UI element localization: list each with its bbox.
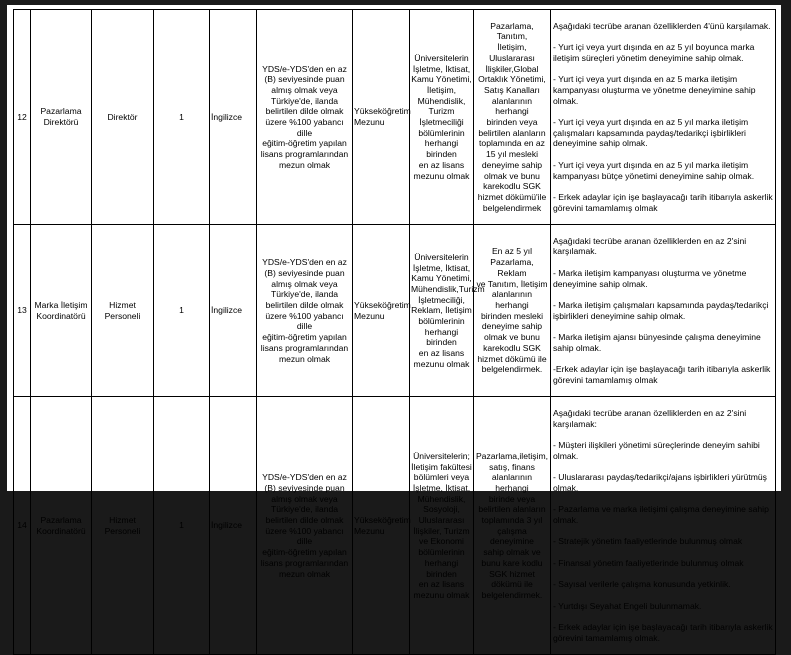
requirement-item: - Yurt içi veya yurt dışında en az 5 yıl marka iletişim çalışmaları kapsamında paydaş/tedarikçi işbirlikleri deneyimine sahip olmak. — [553, 117, 749, 149]
row-number: 12 — [14, 10, 31, 225]
requirement-item: - Yurt içi veya yurt dışında en az 5 yıl boyunca marka iletişim süreçleri yönetim deneyimine sahip olmak. — [553, 42, 755, 63]
position-title: Pazarlama Koordinatörü — [31, 397, 92, 655]
job-listing-table — [13, 9, 776, 655]
requirement-item: - Erkek adaylar için işe başlayacağı tarih itibarıyla askerlik görevini tamamlamış olmak — [553, 191, 773, 213]
required-experience: Pazarlama, Tanıtım, İletişim, Uluslararası İlişkiler,Global Ortaklık Yönetimi, Satış Kanalları alanlarının herhangi birinden veya belirtilen alanların toplamında en az 15 yıl mesleki deneyime sahip olmak ve bunu karekodlu SGK hizmet dökümü'ile belgelendirmek — [474, 10, 551, 225]
requirements-list — [553, 10, 774, 224]
requirement-item: - Uluslararası paydaş/tedarikçi/ajans işbirlikleri yürütmüş olmak. — [553, 472, 767, 493]
requirement-item: - Pazarlama ve marka iletişimi çalışma deneyimine sahip olmak. — [553, 504, 769, 526]
requirement-item: - Sayısal verilerle çalışma konusunda yetkinlik. — [553, 579, 731, 590]
table-row — [14, 10, 776, 225]
education-level: Yükseköğretim Mezunu — [353, 397, 410, 655]
other-requirements — [551, 10, 776, 225]
requirement-item: - Marka iletişim kampanyası oluşturma ve yönetme deneyimine sahip olmak. — [553, 267, 747, 289]
foreign-language: İngilizce — [210, 397, 257, 655]
requirement-item: Aşağıdaki tecrübe aranan özelliklerden 4'ünü karşılamak. — [553, 20, 771, 31]
other-requirements — [551, 225, 776, 397]
required-experience: Pazarlama,iletişim, satış, finans alanlarının herhangi birinde veya belirtilen alanların toplamında 3 yıl çalışma deneyimine sahip olmak ve bunu kare kodlu SGK hizmet dökümü ile belgelendirmek. — [474, 397, 551, 655]
education-level: Yükseköğretim Mezunu — [353, 10, 410, 225]
requirement-item: - Yurt içi veya yurt dışında en az 5 yıl marka iletişim kampanyası bütçe yönetimi deneyimine sahip olmak. — [553, 159, 755, 181]
required-departments: Üniversitelerin İşletme, İktisat, Kamu Yönetimi, Mühendislik,Turizm İşletmeciliği, Reklam, İletişim bölümlerinin herhangi birinden en az lisans mezunu olmak — [410, 225, 474, 397]
position-title: Marka İletişim Koordinatörü — [31, 225, 92, 397]
position-type: Hizmet Personeli — [92, 225, 154, 397]
position-type: Hizmet Personeli — [92, 397, 154, 655]
required-departments: Üniversitelerin İşletme, İktisat, Kamu Yönetimi, İletişim, Mühendislik, Turizm İşletmeciliği bölümlerinin herhangi birinden en az lisans mezunu olmak — [410, 10, 474, 225]
row-number: 13 — [14, 225, 31, 397]
position-count: 1 — [154, 10, 210, 225]
language-requirement: YDS/e-YDS'den en az (B) seviyesinde puan almış olmak veya Türkiye'de, ilanda belirtilen dilde olmak üzere %100 yabancı dille eğitim-öğretim yapılan lisans programlarından mezun olmak — [257, 397, 353, 655]
requirement-item: - Yurt içi veya yurt dışında en az 5 marka iletişim kampanyası oluşturma ve yönetme deneyimine sahip olmak. — [553, 74, 756, 106]
requirement-item: -Erkek adaylar için işe başlayacağı tarih itibarıyla askerlik görevini tamamlamış olmak — [553, 364, 771, 385]
document-page — [7, 5, 781, 643]
requirement-item: - Marka iletişim çalışmaları kapsamında paydaş/tedarikçi işbirlikleri deneyimine sahip olmak. — [553, 299, 769, 321]
requirements-list — [553, 225, 774, 396]
row-number: 14 — [14, 397, 31, 655]
requirement-item: - Müşteri ilişkileri yönetimi süreçlerinde deneyim sahibi olmak. — [553, 440, 760, 461]
table-row — [14, 225, 776, 397]
required-experience: En az 5 yıl Pazarlama, Reklam ve Tanıtım, İletişim alanlarının herhangi birinden mesleki deneyime sahip olmak ve bunu karekodlu SGK hizmet dökümü ile belgelendirmek. — [474, 225, 551, 397]
requirements-list — [553, 397, 774, 654]
position-count: 1 — [154, 225, 210, 397]
foreign-language: İngilizce — [210, 10, 257, 225]
position-count: 1 — [154, 397, 210, 655]
table-row — [14, 397, 776, 655]
requirement-item: - Stratejik yönetim faaliyetlerinde bulunmuş olmak — [553, 536, 743, 547]
language-requirement: YDS/e-YDS'den en az (B) seviyesinde puan almış olmak veya Türkiye'de, ilanda belirtilen dilde olmak üzere %100 yabancı dille eğitim-öğretim yapılan lisans programlarından mezun olmak — [257, 10, 353, 225]
requirement-item: - Marka iletişim ajansı bünyesinde çalışma deneyimine sahip olmak. — [553, 332, 761, 353]
requirement-item: Aşağıdaki tecrübe aranan özelliklerden en az 2'sini karşılamak. — [553, 235, 747, 257]
requirement-item: Aşağıdaki tecrübe aranan özelliklerden en az 2'sini karşılamak: — [553, 408, 747, 429]
position-title: Pazarlama Direktörü — [31, 10, 92, 225]
language-requirement: YDS/e-YDS'den en az (B) seviyesinde puan almış olmak veya Türkiye'de, ilanda belirtilen dilde olmak üzere %100 yabancı dille eğitim-öğretim yapılan lisans programlarından mezun olmak — [257, 225, 353, 397]
required-departments: Üniversitelerin; İletişim fakültesi bölümleri veya İşletme, İktisat, Mühendislik, Sosyoloji, Uluslararası İlişkiler, Turizm ve Ekonomi bölümlerinin herhangi birinden en az lisans mezunu olmak — [410, 397, 474, 655]
position-type: Direktör — [92, 10, 154, 225]
requirement-item: - Finansal yönetim faaliyetlerinde bulunmuş olmak — [553, 557, 744, 568]
education-level: Yükseköğretim Mezunu — [353, 225, 410, 397]
other-requirements — [551, 397, 776, 655]
requirement-item: - Erkek adaylar için işe başlayacağı tarih itibarıyla askerlik görevini tamamlamış olmak. — [553, 622, 773, 643]
foreign-language: İngilizce — [210, 225, 257, 397]
requirement-item: - Yurtdışı Seyahat Engeli bulunmamak. — [553, 600, 702, 611]
